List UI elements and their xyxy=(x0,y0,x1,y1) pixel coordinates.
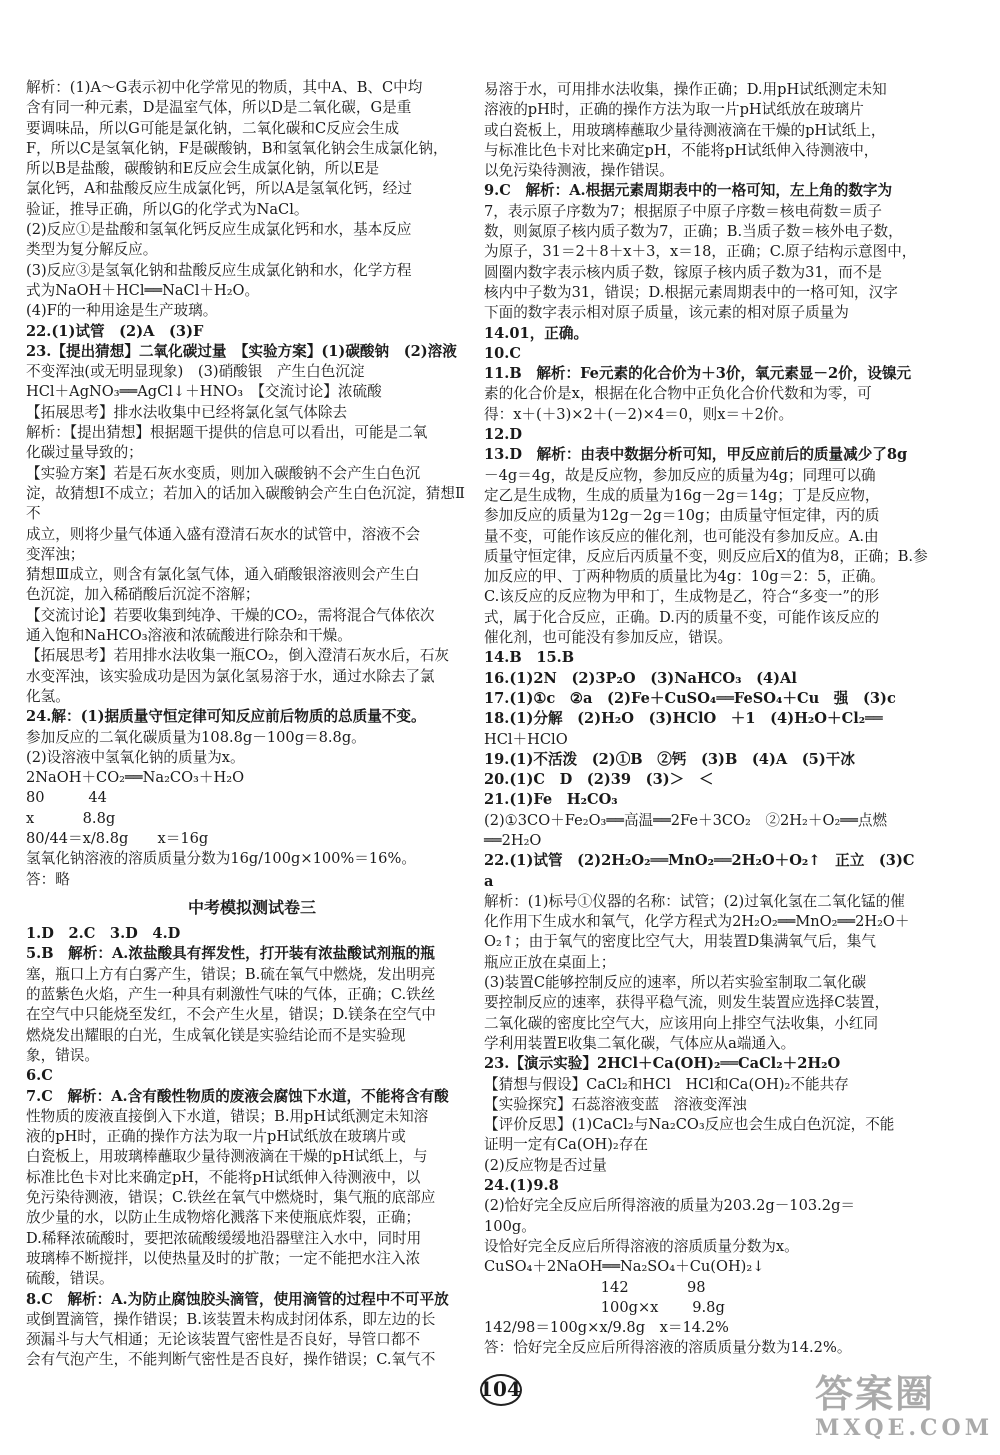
text-line: 2NaOH＋CO₂══Na₂CO₃＋H₂O xyxy=(26,769,245,787)
text-line: 80 44 xyxy=(26,789,107,807)
text-line: 要控制反应的速率，获得平稳气流，则发生装置应选择C装置， xyxy=(484,994,890,1012)
text-line: －4g＝4g，故是反应物，参加反应的质量为4g；同理可以确 xyxy=(484,466,876,484)
text-line: 圆圈内数字表示核内质子数，镓原子核内质子数为31，而不是 xyxy=(484,263,883,281)
text-line: (3)反应③是氢氧化钠和盐酸反应生成氯化钠和水，化学方程 xyxy=(26,261,412,279)
text-line: 通入饱和NaHCO₃溶液和浓硫酸进行除杂和干燥。 xyxy=(26,627,352,645)
text-line: 溶液的pH时，正确的操作方法为取一片pH试纸放在玻璃片 xyxy=(484,101,864,119)
text-line: O₂↑；由于氧气的密度比空气大，用装置D集满氧气后，集气 xyxy=(484,933,876,951)
text-line: 氢氧化钠溶液的溶质质量分数为16g/100g×100%＝16%。 xyxy=(26,850,416,868)
text-line: 答：恰好完全反应后所得溶液的溶质质量分数为14.2%。 xyxy=(484,1339,852,1357)
text-line: 素的化合价是x，根据在化合物中正负化合价代数和为零，可 xyxy=(484,385,872,403)
text-line: 【拓展思考】排水法收集中已经将氯化氢气体除去 xyxy=(26,403,348,421)
text-line: 参加反应的质量为12g－2g＝10g；由质量守恒定律，丙的质 xyxy=(484,507,880,525)
text-line: 12.D xyxy=(484,426,523,444)
text-line: 所以B是盐酸，碳酸钠和E反应会生成氯化钠，所以E是 xyxy=(26,160,380,178)
text-line: 标准比色卡对比来确定pH，不能将pH试纸伸入待测液中，以 xyxy=(26,1168,421,1186)
text-line: 23.【提出猜想】二氧化碳过量 【实验方案】(1)碳酸钠 (2)溶液 xyxy=(26,342,457,360)
text-line: 白瓷板上，用玻璃棒蘸取少量待测液滴在干燥的pH试纸上，与 xyxy=(26,1148,428,1166)
text-line: 答：略 xyxy=(26,870,70,888)
text-line: 80/44＝x/8.8g x＝16g xyxy=(26,829,209,847)
text-line: 氯化钙，A和盐酸反应生成氯化钙，所以A是氢氧化钙，经过 xyxy=(26,180,412,198)
text-line: 16.(1)2N (2)3P₂O (3)NaHCO₃ (4)Al xyxy=(484,669,797,687)
text-line: 17.(1)①c ②a (2)Fe＋CuSO₄══FeSO₄＋Cu 强 (3)c xyxy=(484,689,896,707)
text-line: (2)反应①是盐酸和氢氧化钙反应生成氯化钙和水，基本反应 xyxy=(26,221,412,239)
watermark-logo xyxy=(815,1371,994,1452)
text-line: 二氧化碳的密度比空气大，应该用向上排空气法收集，小红同 xyxy=(484,1014,879,1032)
text-line: 14.B 15.B xyxy=(484,649,575,667)
text-line: 10.C xyxy=(484,344,522,362)
watermark-url: MXQE.COM xyxy=(815,1415,994,1441)
page-number-text: 104 xyxy=(479,1377,521,1401)
text-line: (2)设溶液中氢氧化钠的质量为x。 xyxy=(26,748,245,766)
text-line: 燃烧发出耀眼的白光，生成氧化镁是实验结论而不是实验现 xyxy=(26,1026,406,1044)
text-line: 以免污染待测液，操作错误。 xyxy=(484,162,674,180)
text-line: 化碳过量导致的； xyxy=(26,444,143,462)
text-line: 塞，瓶口上方有白雾产生，错误；B.硫在氧气中燃烧，发出明亮 xyxy=(26,965,436,983)
text-line: 玻璃棒不断搅拌，以使热量及时的扩散；一定不能把水注入浓 xyxy=(26,1249,421,1267)
text-line: 类型为复分解反应。 xyxy=(26,241,158,259)
text-line: 设恰好完全反应后所得溶液的溶质质量分数为x。 xyxy=(484,1237,799,1255)
text-line: 不变浑浊(或无明显现象) (3)硝酸银 产生白色沉淀 xyxy=(26,363,365,381)
text-line: 量不变，可能作该反应的催化剂，也可能没有参加反应。A.由 xyxy=(484,527,879,545)
text-line: 11.B 解析：Fe元素的化合价为＋3价，氧元素显－2价，设镍元 xyxy=(484,365,912,383)
text-line: 质量守恒定律，反应后丙质量不变，则反应后X的值为8，正确；B.参 xyxy=(484,547,928,565)
text-line: D.稀释浓硫酸时，要把浓硫酸缓缓地沿器壁注入水中，同时用 xyxy=(26,1229,422,1247)
section-title: 中考模拟测试卷三 xyxy=(187,897,316,917)
text-line: 142 98 xyxy=(484,1278,706,1296)
text-line: x 8.8g xyxy=(26,809,116,827)
left-column xyxy=(26,78,478,1371)
text-line: 参加反应的二氧化碳质量为108.8g－100g＝8.8g。 xyxy=(26,728,366,746)
text-line: (4)F的一种用途是生产玻璃。 xyxy=(26,302,218,320)
text-line: 7，表示原子序数为7；根据原子中原子序数＝核电荷数＝质子 xyxy=(484,202,883,220)
text-line: (2)恰好完全反应后所得溶液的质量为203.2g－103.2g＝ xyxy=(484,1197,856,1215)
text-line: 24.(1)9.8 xyxy=(484,1177,559,1195)
text-line: 含有同一种元素，D是温室气体，所以D是二氧化碳，G是重 xyxy=(26,99,412,117)
text-line: (2)反应物是否过量 xyxy=(484,1156,607,1174)
text-line: 会有气泡产生，不能判断气密性是否良好，操作错误；C.氧气不 xyxy=(26,1351,436,1369)
text-line: 瓶应正放在桌面上； xyxy=(484,953,616,971)
text-line: C.该反应的反应物为甲和丁，生成物是乙，符合“多变一”的形 xyxy=(484,588,880,606)
text-line: 9.C 解析：A.根据元素周期表中的一格可知，左上角的数字为 xyxy=(484,182,893,200)
text-line: 定乙是生成物，生成的质量为16g－2g＝14g；丁是反应物， xyxy=(484,486,880,504)
left-answers xyxy=(26,78,478,890)
text-line: 142/98＝100g×x/9.8g x＝14.2% xyxy=(484,1319,729,1337)
text-line: 变浑浊； xyxy=(26,545,85,563)
text-line: 学利用装置E收集二氧化碳，气体应从a端通入。 xyxy=(484,1034,796,1052)
text-line: 成立，则将少量气体通入盛有澄清石灰水的试管中，溶液不会 xyxy=(26,525,421,543)
text-line: 22.(1)试管 (2)2H₂O₂══MnO₂══2H₂O＋O₂↑ 正立 (3)C a xyxy=(484,852,930,890)
right-column xyxy=(484,80,930,1359)
text-line: 象，错误。 xyxy=(26,1046,99,1064)
text-line: 在空气中只能烧至发红，不会产生火星，错误；D.镁条在空气中 xyxy=(26,1006,436,1024)
text-line: 7.C 解析：A.含有酸性物质的废液会腐蚀下水道，不能将含有酸 xyxy=(26,1087,449,1105)
text-line: 24.解：(1)据质量守恒定律可知反应前后物质的总质量不变。 xyxy=(26,708,426,726)
text-line: 猜想Ⅲ成立，则含有氯化氢气体，通入硝酸银溶液则会产生白 xyxy=(26,566,420,584)
text-line: 为原子，31＝2＋8＋x＋3，x＝18，正确；C.原子结构示意图中， xyxy=(484,243,917,261)
text-line: 核内中子数为31，错误；D.根据元素周期表中的一格可知，汉字 xyxy=(484,283,898,301)
text-line: 要调味品，所以G可能是氯化钠，二氧化碳和C反应会生成 xyxy=(26,119,400,137)
text-line: 液的pH时，正确的操作方法为取一片pH试纸放在玻璃片或 xyxy=(26,1128,406,1146)
text-line: 8.C 解析：A.为防止腐蚀胶头滴管，使用滴管的过程中不可平放 xyxy=(26,1290,449,1308)
text-line: 得：x＋(＋3)×2＋(－2)×4＝0，则x＝＋2价。 xyxy=(484,405,794,423)
text-line: 下面的数字表示相对原子质量，该元素的相对原子质量为 xyxy=(484,304,849,322)
text-line: 淀，故猜想Ⅰ不成立；若加入的话加入碳酸钠会产生白色沉淀，猜想Ⅱ不 xyxy=(26,484,465,523)
text-line: 的蓝紫色火焰，产生一种具有刺激性气味的气体，正确；C.铁丝 xyxy=(26,986,436,1004)
text-line: 催化剂，也可能没有参加反应，错误。 xyxy=(484,629,733,647)
text-line: 14.01，正确。 xyxy=(484,324,589,342)
text-line: F，所以C是氢氧化钠，F是碳酸钠，B和氢氧化钠会生成氯化钠， xyxy=(26,139,448,157)
text-line: HCl＋HClO xyxy=(484,730,568,748)
text-line: 数，则氮原子核内质子数为7，正确；B.当质子数＝核外电子数， xyxy=(484,223,903,241)
text-line: 21.(1)Fe H₂CO₃ xyxy=(484,791,618,809)
text-line: (2)①3CO＋Fe₂O₃══高温══2Fe＋3CO₂ ②2H₂＋O₂══点燃══2H₂O xyxy=(484,811,888,849)
text-line: 【拓展思考】若用排水法收集一瓶CO₂，倒入澄清石灰水后，石灰 xyxy=(26,647,450,665)
text-line: 化作用下生成水和氧气，化学方程式为2H₂O₂══MnO₂══2H₂O＋ xyxy=(484,913,910,931)
text-line: 或白瓷板上，用玻璃棒蘸取少量待测液滴在干燥的pH试纸上， xyxy=(484,121,886,139)
text-line: 18.(1)分解 (2)H₂O (3)HClO ＋1 (4)H₂O＋Cl₂══ xyxy=(484,710,883,728)
text-line: 放少量的水，以防止生成物熔化溅落下来使瓶底炸裂，正确； xyxy=(26,1209,421,1227)
text-line: 解析：(1)标号①仪器的名称：试管；(2)过氧化氢在二氧化锰的催 xyxy=(484,892,905,910)
text-line: 加反应的甲、丁两种物质的质量比为4g：10g＝2：5，正确。 xyxy=(484,568,885,586)
left-answers-exam-3 xyxy=(26,924,478,1371)
page-number xyxy=(478,1372,522,1406)
text-line: 验证，推导正确，所以G的化学式为NaCl。 xyxy=(26,200,309,218)
text-line: 易溶于水，可用排水法收集，操作正确；D.用pH试纸测定未知 xyxy=(484,81,887,98)
text-line: 免污染待测液，错误；C.铁丝在氧气中燃烧时，集气瓶的底部应 xyxy=(26,1189,436,1207)
text-line: 100g×x 9.8g xyxy=(484,1298,725,1316)
text-line: 【实验探究】石蕊溶液变蓝 溶液变浑浊 xyxy=(484,1095,747,1113)
text-line: 5.B 解析：A.浓盐酸具有挥发性，打开装有浓盐酸试剂瓶的瓶 xyxy=(26,945,435,963)
text-line: 解析：【提出猜想】根据题干提供的信息可以看出，可能是二氧 xyxy=(26,424,428,442)
text-line: 【评价反思】(1)CaCl₂与Na₂CO₃反应也会生成白色沉淀，不能 xyxy=(484,1116,895,1134)
text-line: 证明一定有Ca(OH)₂存在 xyxy=(484,1136,648,1154)
text-line: 或倒置滴管，操作错误；B.该装置未构成封闭体系，即左边的长 xyxy=(26,1310,436,1328)
text-line: 式为NaOH＋HCl══NaCl＋H₂O。 xyxy=(26,281,260,299)
text-line: 解析：(1)A～G表示初中化学常见的物质，其中A、B、C中均 xyxy=(26,79,423,96)
text-line: 色沉淀，加入稀硝酸后沉淀不溶解； xyxy=(26,586,260,604)
watermark-title: 答案圈 xyxy=(815,1371,936,1416)
text-line: 1.D 2.C 3.D 4.D xyxy=(26,925,181,943)
text-line: 22.(1)试管 (2)A (3)F xyxy=(26,322,204,340)
text-line: 6.C xyxy=(26,1067,53,1085)
text-line: 100g。 xyxy=(484,1217,536,1235)
text-line: 硫酸，错误。 xyxy=(26,1270,114,1288)
text-line: 【猜想与假设】CaCl₂和HCl HCl和Ca(OH)₂不能共存 xyxy=(484,1075,849,1093)
text-line: 化氢。 xyxy=(26,687,70,705)
text-line: 20.(1)C D (2)39 (3)＞ ＜ xyxy=(484,771,714,789)
text-line: 与标准比色卡对比来确定pH，不能将pH试纸伸入待测液中， xyxy=(484,141,879,159)
text-line: 13.D 解析：由表中数据分析可知，甲反应前后的质量减少了8g xyxy=(484,446,908,464)
text-line: 颈漏斗与大气相通；无论该装置气密性是否良好，导管口都不 xyxy=(26,1331,421,1349)
text-line: 性物质的废液直接倒入下水道，错误；B.用pH试纸测定未知溶 xyxy=(26,1107,429,1125)
text-line: CuSO₄＋2NaOH══Na₂SO₄＋Cu(OH)₂↓ xyxy=(484,1258,765,1276)
text-line: (3)装置C能够控制反应的速率，所以若实验室制取二氧化碳 xyxy=(484,974,867,992)
text-line: 水变浑浊，该实验成功是因为氯化氢易溶于水，通过水除去了氯 xyxy=(26,667,435,685)
text-line: HCl＋AgNO₃══AgCl↓＋HNO₃ 【交流讨论】浓硫酸 xyxy=(26,383,382,401)
text-line: 19.(1)不活泼 (2)①B ②钙 (3)B (4)A (5)干冰 xyxy=(484,750,855,768)
text-line: 【交流讨论】若要收集到纯净、干燥的CO₂，需将混合气体依次 xyxy=(26,606,435,624)
text-line: 式，属于化合反应，正确。D.丙的质量不变，可能作该反应的 xyxy=(484,608,880,626)
text-line: 23.【演示实验】2HCl＋Ca(OH)₂══CaCl₂＋2H₂O xyxy=(484,1055,841,1073)
text-line: 【实验方案】若是石灰水变质，则加入碳酸钠不会产生白色沉 xyxy=(26,464,421,482)
